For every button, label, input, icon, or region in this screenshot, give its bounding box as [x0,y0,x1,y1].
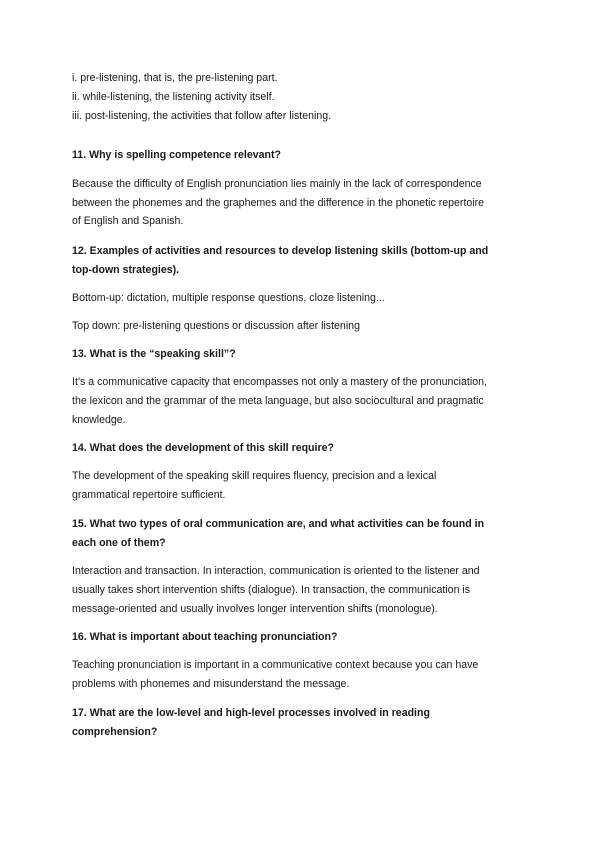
answer-text: Bottom-up: dictation, multiple response questions, cloze listening... [72,292,385,304]
answer-text: Top down: pre-listening questions or discussion after listening [72,320,360,332]
question-heading: 13. What is the “speaking skill”? [72,348,236,360]
answer-text: message-oriented and usually involves longer intervention shifts (monologue). [72,603,438,615]
answer-text: The development of the speaking skill requires fluency, precision and a lexical [72,470,437,482]
list-item: i. pre-listening, that is, the pre-listening part. [72,72,278,84]
question-heading: 12. Examples of activities and resources to develop listening skills (bottom-up and [72,245,489,257]
question-heading: 11. Why is spelling competence relevant? [72,149,282,161]
question-heading: 17. What are the low-level and high-level processes involved in reading [72,707,430,719]
answer-text: between the phonemes and the graphemes and the difference in the phonetic repertoire [72,197,485,209]
answer-text: Teaching pronunciation is important in a communicative context because you can have [72,659,479,671]
question-heading: each one of them? [72,537,166,549]
answer-text: the lexicon and the grammar of the meta language, but also sociocultural and pragmatic [72,395,484,407]
answer-text: problems with phonemes and misunderstand the message. [72,678,350,690]
answer-text: knowledge. [72,414,126,426]
question-heading: 14. What does the development of this skill require? [72,442,334,454]
answer-text: It’s a communicative capacity that encompasses not only a mastery of the pronunciation, [72,376,487,388]
answer-text: Because the difficulty of English pronunciation lies mainly in the lack of correspondence [72,178,482,190]
question-heading: comprehension? [72,726,158,738]
question-heading: top-down strategies). [72,264,180,276]
answer-text: of English and Spanish. [72,215,184,227]
list-item: ii. while-listening, the listening activity itself. [72,91,275,103]
answer-text: usually takes short intervention shifts (dialogue). In transaction, the communication is [72,584,471,596]
answer-text: Interaction and transaction. In interaction, communication is oriented to the listener and [72,565,480,577]
list-item: iii. post-listening, the activities that follow after listening. [72,110,332,122]
question-heading: 16. What is important about teaching pronunciation? [72,631,338,643]
question-heading: 15. What two types of oral communication are, and what activities can be found in [72,518,485,530]
answer-text: grammatical repertoire sufficient. [72,489,226,501]
